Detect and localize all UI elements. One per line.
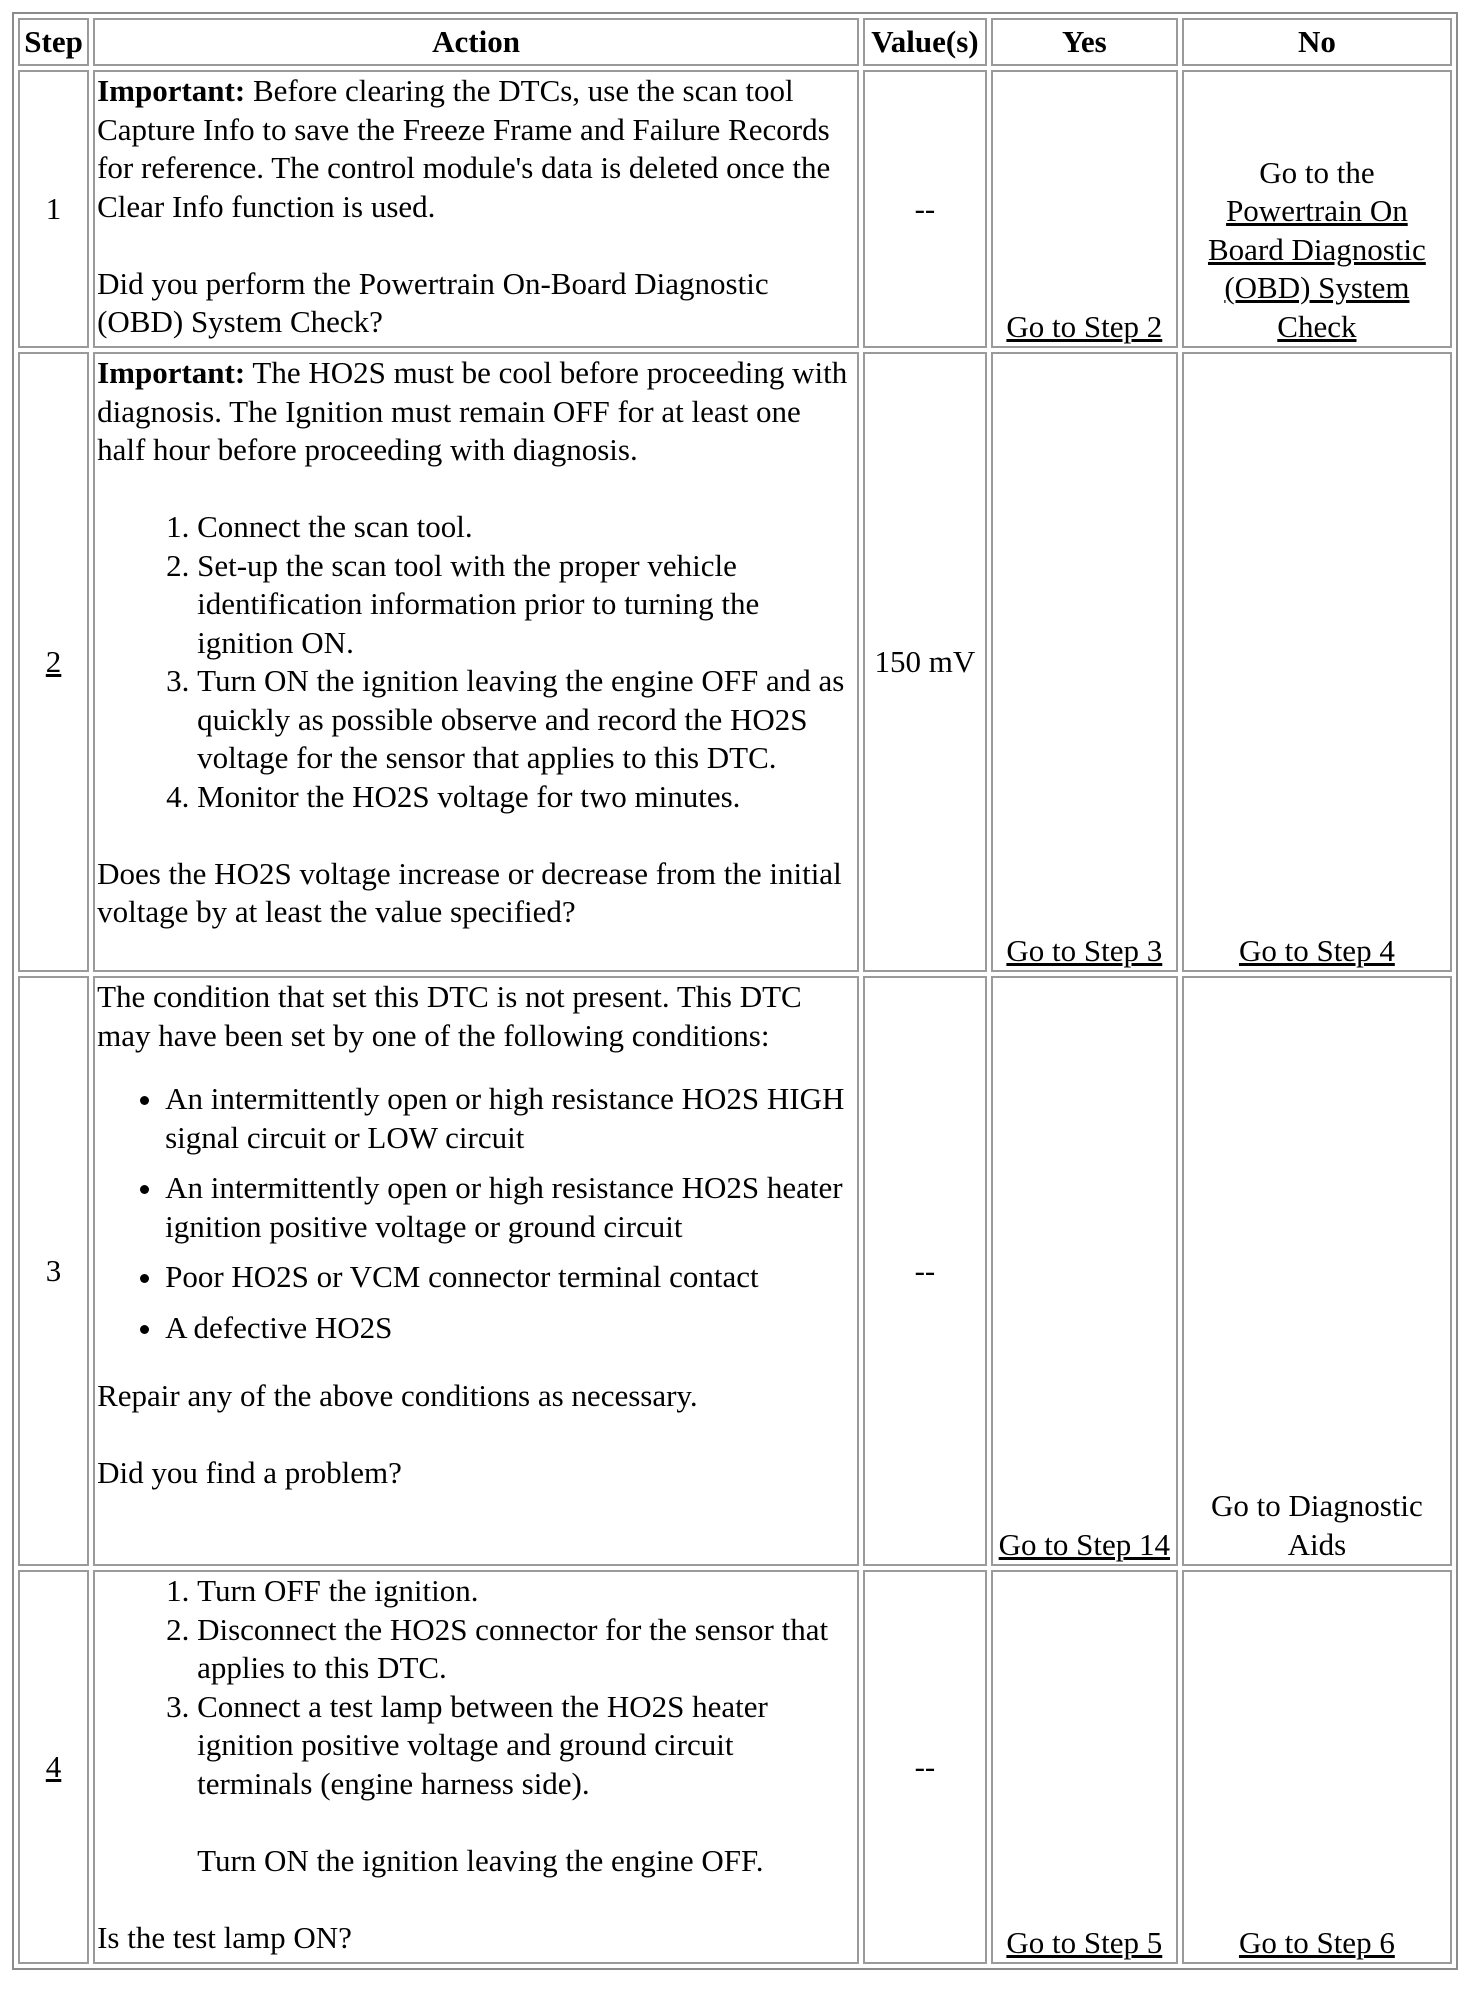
- value-cell: --: [863, 1570, 987, 1964]
- question: Is the test lamp ON?: [97, 1919, 352, 1955]
- action-cell: [93, 70, 859, 348]
- list-item: 2. Disconnect the HO2S connector for the sensor that applies to this DTC.: [197, 1611, 855, 1688]
- step-number: [18, 1570, 89, 1964]
- header-values: Value(s): [863, 18, 987, 66]
- yes-link[interactable]: Go to Step 2: [1006, 308, 1163, 344]
- step-link[interactable]: 2: [45, 643, 62, 679]
- table-row: [18, 70, 1452, 348]
- table-row: [18, 352, 1452, 972]
- question: Did you find a problem?: [97, 1455, 402, 1490]
- important-note: [97, 72, 855, 226]
- repair-text: Repair any of the above conditions as necessary.: [97, 1378, 698, 1413]
- list-item: • An intermittently open or high resistance HO2S heater ignition positive voltage or ground circuit: [165, 1169, 855, 1246]
- table-row: [18, 976, 1452, 1566]
- diagnostic-table: [12, 12, 1458, 1970]
- list-item: 1. Turn OFF the ignition.: [197, 1572, 855, 1611]
- list-item: 1. Connect the scan tool.: [197, 508, 855, 547]
- header-row: [18, 18, 1452, 66]
- list-item: • A defective HO2S: [165, 1309, 855, 1348]
- no-cell: [1182, 70, 1452, 348]
- no-link[interactable]: Powertrain On Board Diagnostic (OBD) System Check: [1207, 193, 1426, 344]
- no-cell: Go to Diagnostic Aids: [1182, 976, 1452, 1566]
- yes-link[interactable]: Go to Step 5: [1006, 1924, 1163, 1960]
- no-link[interactable]: Go to Step 6: [1238, 1924, 1395, 1960]
- action-cell: [93, 976, 859, 1566]
- list-item: 2. Set-up the scan tool with the proper vehicle identification information prior to turning the ignition ON.: [197, 547, 855, 663]
- no-prefix: Go to the: [1259, 154, 1375, 190]
- list-item: 3. Turn ON the ignition leaving the engine OFF and as quickly as possible observe and record the HO2S voltage for the sensor that applies to this DTC.: [197, 662, 855, 778]
- sub-step: Turn ON the ignition leaving the engine OFF.: [197, 1842, 764, 1878]
- yes-cell: [991, 1570, 1178, 1964]
- question: Did you perform the Powertrain On-Board Diagnostic (OBD) System Check?: [97, 265, 769, 339]
- no-cell: [1182, 352, 1452, 972]
- header-action: Action: [93, 18, 859, 66]
- condition-list: [97, 1080, 855, 1347]
- list-item: 3. Connect a test lamp between the HO2S heater ignition positive voltage and ground circuit terminals (engine harness side).: [197, 1688, 855, 1804]
- value-cell: --: [863, 70, 987, 348]
- header-no: No: [1182, 18, 1452, 66]
- yes-cell: [991, 976, 1178, 1566]
- important-label: Important:: [97, 73, 246, 108]
- table-row: [18, 1570, 1452, 1964]
- action-cell: [93, 1570, 859, 1964]
- list-item: • Poor HO2S or VCM connector terminal contact: [165, 1258, 855, 1297]
- header-step: Step: [18, 18, 89, 66]
- important-label: Important:: [97, 355, 246, 390]
- important-text: The HO2S must be cool before proceeding with diagnosis. The Ignition must remain OFF for at least one half hour before proceeding with diagnosis.: [97, 355, 848, 467]
- no-cell: [1182, 1570, 1452, 1964]
- question: Does the HO2S voltage increase or decrease from the initial voltage by at least the value specified?: [97, 855, 842, 929]
- header-yes: Yes: [991, 18, 1178, 66]
- step-number: 3: [18, 976, 89, 1566]
- no-link[interactable]: Go to Step 4: [1238, 932, 1395, 968]
- yes-link[interactable]: Go to Step 3: [1006, 932, 1163, 968]
- action-cell: [93, 352, 859, 972]
- procedure-list: [97, 1572, 855, 1803]
- value-cell: 150 mV: [863, 352, 987, 972]
- step-number: [18, 352, 89, 972]
- important-text: Before clearing the DTCs, use the scan tool Capture Info to save the Freeze Frame and Failure Records for reference. The control module's data is deleted once the Clear Info function is used.: [97, 73, 831, 224]
- intro-text: The condition that set this DTC is not present. This DTC may have been set by one of the following conditions:: [97, 979, 802, 1053]
- list-item: 4. Monitor the HO2S voltage for two minutes.: [197, 778, 855, 817]
- value-cell: --: [863, 976, 987, 1566]
- important-note: [97, 354, 855, 470]
- yes-cell: [991, 352, 1178, 972]
- yes-cell: [991, 70, 1178, 348]
- step-number: 1: [18, 70, 89, 348]
- step-link[interactable]: 4: [45, 1748, 62, 1784]
- list-item: • An intermittently open or high resistance HO2S HIGH signal circuit or LOW circuit: [165, 1080, 855, 1157]
- procedure-list: [97, 508, 855, 816]
- yes-link[interactable]: Go to Step 14: [998, 1526, 1171, 1562]
